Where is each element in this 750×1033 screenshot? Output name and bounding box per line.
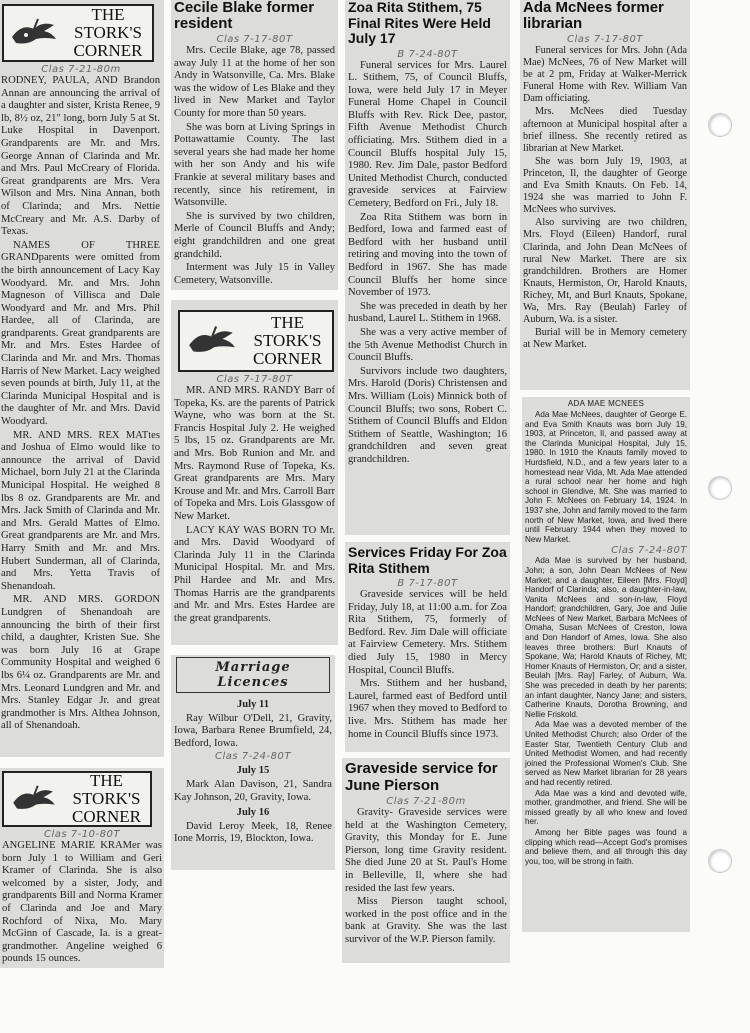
birth-announcement: MR. AND MRS. GORDON Lundgren of Shenandoah are announcing the birth of their first child, a daughter, Kristen Sue. She was born July 16 at Grape Community Hospital and weighed 6 lbs 6¼ oz. Grandparents are Mr. and Mrs. Leonard Lundgren and Mr. and Mrs. Stanley Edgar Jr. and great grandmother is Mrs. Althea Johnson, all of Shenandoah. <box>1 594 160 732</box>
stork-icon <box>9 782 59 816</box>
license-entry: Ray Wilbur O'Dell, 21, Gravity, Iowa, Barbara Renee Brumfield, 24, Bedford, Iowa. <box>174 712 332 749</box>
mcnees-obituary-clipping <box>520 0 690 390</box>
obituary-paragraph: Ada Mae McNees, daughter of George E. and Eva Smith Knauts was born July 19, 1903, at Princeton, Il, and passed away at the Clarinda Municipal Hospital, July 15, 1980. In 1910 the Knauts family moved to Hurdsfield, N.D., and a few years later to a homestead near Vida, Mt. Ada Mae attended a rural school near her home and high school in Glendive, Mt. She was married to John F. McNees on February 14, 1924. In 1937 she, John and family moved to the farm north of New Market, Iowa, and lived there until February 1944 when they moved to New Market. <box>525 410 687 544</box>
clipping-date-note: Clas 7-10-80T <box>44 829 120 840</box>
date-subhead: July 15 <box>236 765 270 777</box>
clipping-date-note: Clas 7-17-80T <box>567 34 643 45</box>
obituary-paragraph: Mrs. Cecile Blake, age 78, passed away July 11 at the home of her son Andy in Watsonville, Ca. Mrs. Blake was the widow of Les Blake and they lived in New Market and Taylor County for more than 50 years. <box>174 45 335 119</box>
binder-hole <box>708 849 732 873</box>
clipping-date-note: Clas 7-21-80m <box>41 64 121 75</box>
marriage-licences-clipping <box>171 655 335 870</box>
headline: Cecile Blake former resident <box>174 0 315 32</box>
birth-announcement: RODNEY, PAULA, AND Brandon Annan are announcing the arrival of a daughter and sister, Krista Renee, 9 lb, 8½ oz, 21" long, born July 5 at St. Luke Hospital in Davenport. Grandparents are Mr. and Mrs. George Annan of Clarinda and Mr. and Mrs. Paul McCreary of Florida. Great grandparents are Mrs. Vera Wilson and Mrs. Nina Annan, both of Clarinda; and Mrs. Nettie McCreary and Mr. A.S. Darby of Texas. <box>1 75 160 238</box>
birth-announcement: MR. AND MRS. RANDY Barr of Topeka, Ks. are the parents of Patrick Wayne, who was born at the St. Francis Hospital July 2. He weighed 5 lbs, 15 oz. Grandparents are Mr. and Mrs. Bob Runion and Mr. and Mrs. Raymond Ruse of Topeka, Ks. Great grandparents are Mrs. Mary Krouse and Mr. and Mrs. Carroll Barr of Topeka and Mrs. Lois Glassgow of New Market. <box>174 385 335 522</box>
storks-corner-logo <box>2 4 154 62</box>
stithem-obituary-clipping <box>345 0 510 535</box>
storks-corner-logo <box>178 310 334 372</box>
headline: ADA MAE MCNEES <box>567 399 645 408</box>
obituary-paragraph: Mrs. Stithem and her husband, Laurel, farmed east of Bedford until 1967 when they moved to Bedford to live. Mrs. Stithem has made her home in Council Bluffs since 1973. <box>348 678 507 740</box>
storks-corner-logo <box>2 771 152 827</box>
binder-hole <box>708 113 732 137</box>
stork-icon <box>8 15 60 51</box>
clipping-date-note: Clas 7-17-80T <box>216 374 293 385</box>
clipping-date-note: Clas 7-24-80T <box>611 545 687 557</box>
obituary-paragraph: Miss Pierson taught school, worked in the post office and in the bank at Gravity. She was the last survivor of the W.P. Pierson family. <box>345 896 507 945</box>
clipping-date-note: Clas 7-21-80m <box>386 796 466 807</box>
storks-corner-title: THE STORK'S CORNER <box>253 313 322 368</box>
storks-corner-text <box>0 75 162 733</box>
obituary-paragraph: Survivors include two daughters, Mrs. Harold (Doris) Christensen and Mrs. William (Lois) Minnick both of Council Bluffs; two sons, Robert C. Stithem of Council Bluffs and Eldon Stithem of Seattle, Washington; 16 grandchildren and seven great grandchildren. <box>348 365 507 465</box>
obituary-paragraph: Zoa Rita Stithem was born in Bedford, Iowa and farmed east of Bedford with her husband until retiring and moving into the town of Bedford in 1967. She has made Council Bluffs her home since November of 1973. <box>348 211 507 299</box>
clipping-date-note: Clas 7-24-80T <box>215 751 291 763</box>
clipping-date-note: B 7-17-80T <box>397 578 458 589</box>
obituary-paragraph: She was born at Living Springs in Pottawattamie County. The last several years she had made her home with her son Andy and his wife Frankie at several military bases and recently, since his retirement, in Watsonville. <box>174 121 335 209</box>
marriage-licences-title: Marriage Licences <box>176 657 330 693</box>
stithem-services-clipping <box>345 542 510 752</box>
blake-obituary-clipping <box>171 0 338 290</box>
obituary-paragraph: Graveside services will be held Friday, July 18, at 11:00 a.m. for Zoa Rita Stithem, 75, formerly of Bedford. Rev. Jim Dale will officiate at Fairview Cemetery. Mrs. Stithem died July 15, 1980 in Mercy Hospital, Council Bluffs. <box>348 589 507 676</box>
clipping-date-note: B 7-24-80T <box>397 48 458 60</box>
headline: Ada McNees former librarian <box>523 0 664 32</box>
birth-announcement: NAMES OF THREE GRANDparents were omitted from the birth announcement of Lacy Kay Woodyard. Mr. and Mrs. John Magneson of Villisca and Dale Woodyard and Mr. and Mrs. Phil Hardee, all of Clarinda, are grandparents. Great grandparents are Mr. and Mrs. Estes Hardee of Clarinda and Mr. and Mrs. Thomas Harris of New Market. Lacy weighed seven pounds at birth, July 11, at the Clarinda Municipal Hospital and is the daughter of Mr. and Mrs. David Woodyard. <box>1 239 160 428</box>
headline: Zoa Rita Stithem, 75 Final Rites Were Held July 17 <box>348 0 491 46</box>
storks-corner-clipping-1 <box>0 0 164 757</box>
obituary-paragraph: Ada Mae was a kind and devoted wife, mother, grandmother, and friend. She will be missed greatly by all who knew and loved her. <box>525 788 687 827</box>
obituary-paragraph: Gravity- Graveside services were held at the Washington Cemetery, Gravity, this Monday for E. June Pierson, long time Gravity resident. She died June 20 at St. Paul's Home in Belleville, Il, where she had resided the last few years. <box>345 807 507 894</box>
obituary-paragraph: She was preceded in death by her husband, Laurel L. Stithem in 1968. <box>348 300 507 325</box>
obituary-paragraph: She is survived by two children, Merle of Council Bluffs and Andy; eight grandchildren and one great grandchild. <box>174 210 335 260</box>
headline: Services Friday For Zoa Rita Stithem <box>348 544 507 576</box>
obituary-paragraph: Mrs. McNees died Tuesday afternoon at Municipal hospital after a brief illness. She recently retired as librarian at New Market. <box>523 106 687 154</box>
obituary-paragraph: She was born July 19, 1903, at Princeton, Il, the daughter of George and Eva Smith Knauts. On Feb. 14, 1924 she was married to John F. McNees who survives. <box>523 155 687 216</box>
obituary-paragraph: Funeral services for Mrs. Laurel L. Stithem, 75, of Council Bluffs, Iowa, were held July 17 in Meyer Funeral Home Chapel in Council Bluffs with Rev. Rick Dee, pastor, Fifth Avenue Methodist Church officiating. Mrs. Stithem died in a Council Bluffs hospital July 15, 1980. Rev. Jim Dale, pastor Bedford United Methodist Church, conducted graveside services at Fairview Cemetery, Bedford on Fri., July 18. <box>348 59 507 210</box>
clipping-date-note: Clas 7-17-80T <box>216 34 293 45</box>
date-subhead: July 16 <box>236 807 270 819</box>
birth-announcement: ANGELINE MARIE KRAMer was born July 1 to William and Geri Kramer of Clarinda. She is also welcomed by a sister, Jody, and grandparents Bill and Norma Kramer of Clarinda and Joe and Mary Rochford of Nixa, Mo. Mary McGinn of Cascade, Ia. is a great-grandmother. Angeline weighed 6 pounds 15 ounces. <box>2 840 162 965</box>
stork-icon <box>185 322 239 360</box>
binder-hole <box>708 476 732 500</box>
obituary-paragraph: Burial will be in Memory cemetery at New Market. <box>523 327 687 351</box>
storks-corner-clipping-2 <box>0 768 164 968</box>
obituary-paragraph: Funeral services for Mrs. John (Ada Mae) McNees, 76 of New Market will be at 2 pm, Friday at Walker-Merrick Funeral Home with Rev. William Van Dam officiating. <box>523 45 687 105</box>
license-entry: David Leroy Meek, 18, Renee Ione Morris, 19, Blockton, Iowa. <box>174 820 332 845</box>
obituary-paragraph: Ada Mae was a devoted member of the United Methodist Church; also Order of the Easter Star, Twentieth Century Club and United Methodist Women, and had recently joined the Professional Women's Club. She served as New Market librarian for 28 years and had recently retired. <box>525 720 687 787</box>
birth-announcement: MR. AND MRS. REX MATtes and Joshua of Elmo would like to announce the arrival of David Michael, born July 21 at the Clarinda Municipal Hospital. He weighed 8 lbs 8 oz. Grandparents are Mr. and Mrs. Jack Smith of Clarinda and Mr. and Mrs. Gerald Mattes of Elmo. Great grandparents are Mr. and Mrs. Harry Smith and Mr. and Mrs. Hubert Sunderman, all of Clarinda, and Mrs. Yetta Travis of Shenandoah. <box>1 429 160 592</box>
date-subhead: July 11 <box>236 699 270 710</box>
storks-corner-title: THE STORK'S CORNER <box>73 5 143 60</box>
obituary-paragraph: Also surviving are two children, Mrs. Floyd (Eileen) Handorf, rural Clarinda, and John Dean McNees of rural New Market. There are six grandchildren. Brothers are Homer Knauts, Hermiston, Or, Harold Knauts, Richey, Mt, and Burl Knauts, Spokane, Wa, Mrs. Ray (Beulah) Farley of Auburn, Wa. is a sister. <box>523 217 687 326</box>
headline: Graveside service for June Pierson <box>345 760 498 794</box>
pierson-obituary-clipping <box>342 758 510 963</box>
storks-corner-clipping-3 <box>171 300 338 645</box>
obituary-paragraph: She was a very active member of the 5th Avenue Methodist Church in Council Bluffs. <box>348 326 507 364</box>
obituary-paragraph: Among her Bible pages was found a clipping which read—Accept God's promises and believe them, and all through this day you, too, will be strong in faith. <box>525 827 687 866</box>
obituary-paragraph: Ada Mae is survived by her husband, John; a son, John Dean McNees of New Market; and a daughter, Eileen [Mrs. Floyd] Handorf of Clarinda; also, a daughter-in-law, Vanita McNees and son-in-law, Floyd Handorf; grandchildren, Gary, Joe and Julie McNees of New Market, Barbara McNees of Omaha, Susan McNees of Creston, Iowa and Don Handorf of Ames, Iowa. She also leaves three brothers: Burl Knauts of Spokane, Wa; Harold Knauts of Richey, Mt; Homer Knauts of Hermiston, Or; and a sister, Beulah [Mrs. Ray] Farley, of Auburn, Wa. She was preceded in death by her parents; an infant daughter, Nancy Jane; and sisters, Catherine Knauts, Dorotha Browning, and Nellie Friskold. <box>525 556 687 719</box>
mcnees-memorial-clipping <box>522 397 690 932</box>
license-entry: Mark Alan Davison, 21, Sandra Kay Johnson, 20, Gravity, Iowa. <box>174 778 332 803</box>
birth-announcement: LACY KAY WAS BORN TO Mr. and Mrs. David Woodyard of Clarinda July 11 in the Clarinda Municipal Hospital. Mr. and Mrs. Phil Hardee and Mr. and Mrs. Thomas Harris are the grandparents and Mr. and Mrs. Estes Hardee are the great grandparents. <box>174 524 335 624</box>
obituary-paragraph: Interment was July 15 in Valley Cemetery, Watsonville. <box>174 262 335 286</box>
storks-corner-title: THE STORK'S CORNER <box>72 771 141 826</box>
